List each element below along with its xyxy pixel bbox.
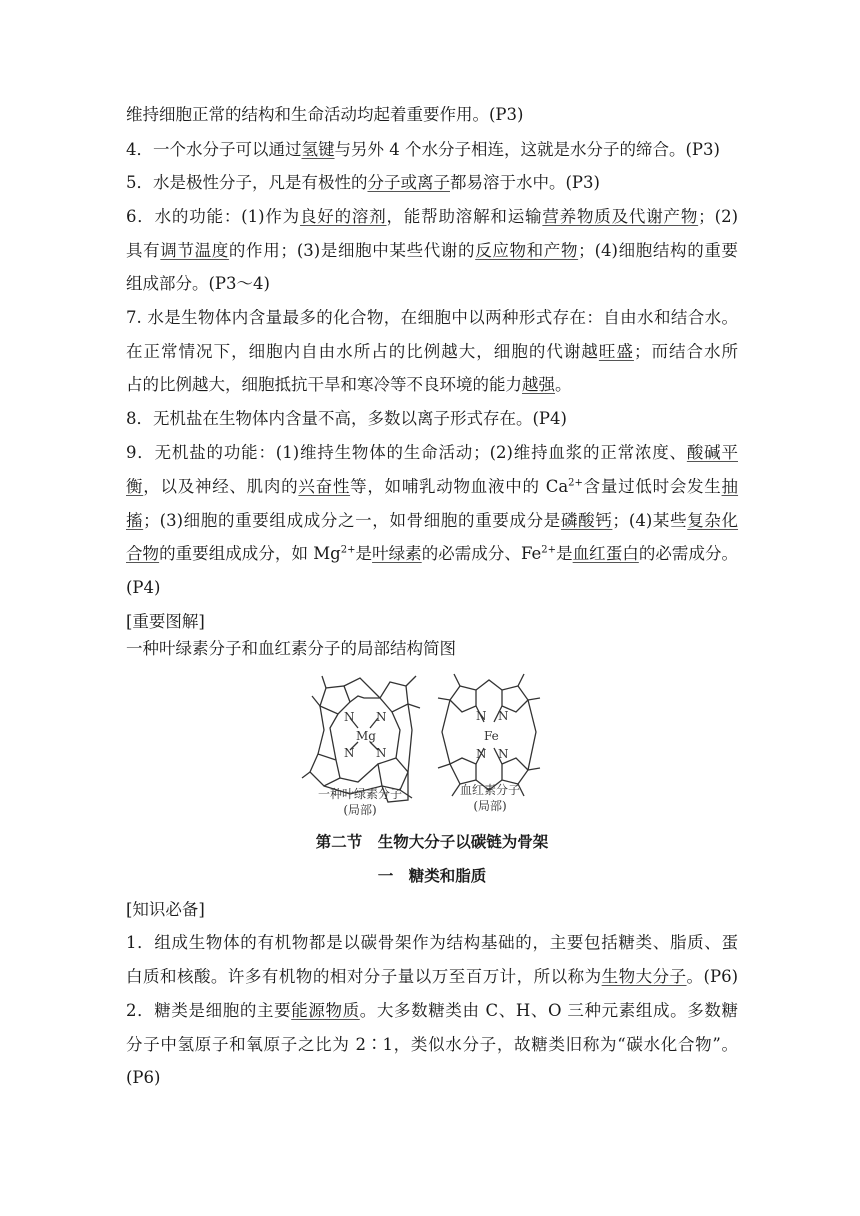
item-9-line-2: 衡，以及神经、肌肉的兴奋性等，如哺乳动物血液中的 $Ca^{2+}$含量过低时会发生抽	[126, 477, 739, 496]
figure-title: 一种叶绿素分子和血红素分子的局部结构简图	[126, 639, 456, 658]
item-5-line: 5．水是极性分子，凡是有极性的分子或离子都易溶于水中。(P3)	[126, 173, 600, 192]
item-9-line-5: (P4)	[126, 578, 161, 597]
subsection-heading: 一 糖类和脂质	[377, 867, 487, 885]
n-label: N	[476, 709, 487, 723]
item-6-line-1: 6．水的功能：(1)作为良好的溶剂，能帮助溶解和运输营养物质及代谢产物；(2)	[126, 207, 739, 226]
n-label: N	[344, 746, 355, 760]
n-label: N	[376, 710, 387, 724]
mg-label: Mg	[356, 729, 376, 743]
item-1-line-1: 1．组成生物体的有机物都是以碳骨架作为结构基础的，主要包括糖类、脂质、蛋	[126, 933, 738, 952]
item-2-line-3: (P6)	[126, 1068, 161, 1087]
heme-caption-sub: (局部)	[473, 799, 507, 813]
item-4-line: 4．一个水分子可以通过氢键与另外 4 个水分子相连，这就是水分子的缔合。(P3)	[126, 140, 720, 159]
item-7-line-1: 7. 水是生物体内含量最多的化合物，在细胞中以两种形式存在：自由水和结合水。	[126, 308, 738, 327]
fe-label: Fe	[484, 729, 499, 743]
item-2-line-1: 2．糖类是细胞的主要能源物质。大多数糖类由 C、H、O 三种元素组成。多数糖	[126, 1001, 739, 1020]
item-7-line-3: 占的比例越大，细胞抵抗干旱和寒冷等不良环境的能力越强。	[126, 375, 572, 394]
chlorophyll-caption: 一种叶绿素分子	[317, 787, 403, 801]
item-2-line-2: 分子中氢原子和氧原子之比为 2∶1，类似水分子，故糖类旧称为“碳水化合物”。	[126, 1035, 738, 1054]
n-label: N	[498, 747, 509, 761]
porphyrin-figure	[300, 668, 560, 828]
n-label: N	[476, 747, 487, 761]
heme-caption: 血红素分子	[459, 783, 521, 797]
chlorophyll-caption-sub: (局部)	[343, 803, 377, 817]
item-9-line-3: 搐；(3)细胞的重要组成成分之一，如骨细胞的重要成分是磷酸钙；(4)某些复杂化	[126, 511, 739, 530]
item-9-line-1: 9．无机盐的功能：(1)维持生物体的生命活动；(2)维持血浆的正常浓度、酸碱平	[126, 443, 738, 462]
item-6-line-2: 具有调节温度的作用；(3)是细胞中某些代谢的反应物和产物；(4)细胞结构的重要	[126, 241, 739, 260]
important-diagram-label: [重要图解]	[126, 612, 205, 631]
n-label: N	[344, 710, 355, 724]
paragraph-line: 维持细胞正常的结构和生命活动均起着重要作用。(P3)	[126, 105, 524, 124]
item-9-line-4: 合物的重要组成成分，如 $Mg^{2+}$是叶绿素的必需成分、$Fe^{2+}$是血红蛋白的必需成分。	[126, 544, 739, 563]
item-7-line-2: 在正常情况下，细胞内自由水所占的比例越大，细胞的代谢越旺盛；而结合水所	[126, 342, 739, 361]
knowledge-label: [知识必备]	[126, 900, 205, 919]
section-heading: 第二节 生物大分子以碳链为骨架	[315, 833, 549, 851]
item-1-line-2: 白质和核酸。许多有机物的相对分子量以万至百万计，所以称为生物大分子。(P6)	[126, 967, 739, 986]
n-label: N	[376, 746, 387, 760]
item-8-line: 8．无机盐在生物体内含量不高，多数以离子形式存在。(P4)	[126, 409, 567, 428]
n-label: N	[498, 709, 509, 723]
item-6-line-3: 组成部分。(P3～4)	[126, 274, 270, 293]
